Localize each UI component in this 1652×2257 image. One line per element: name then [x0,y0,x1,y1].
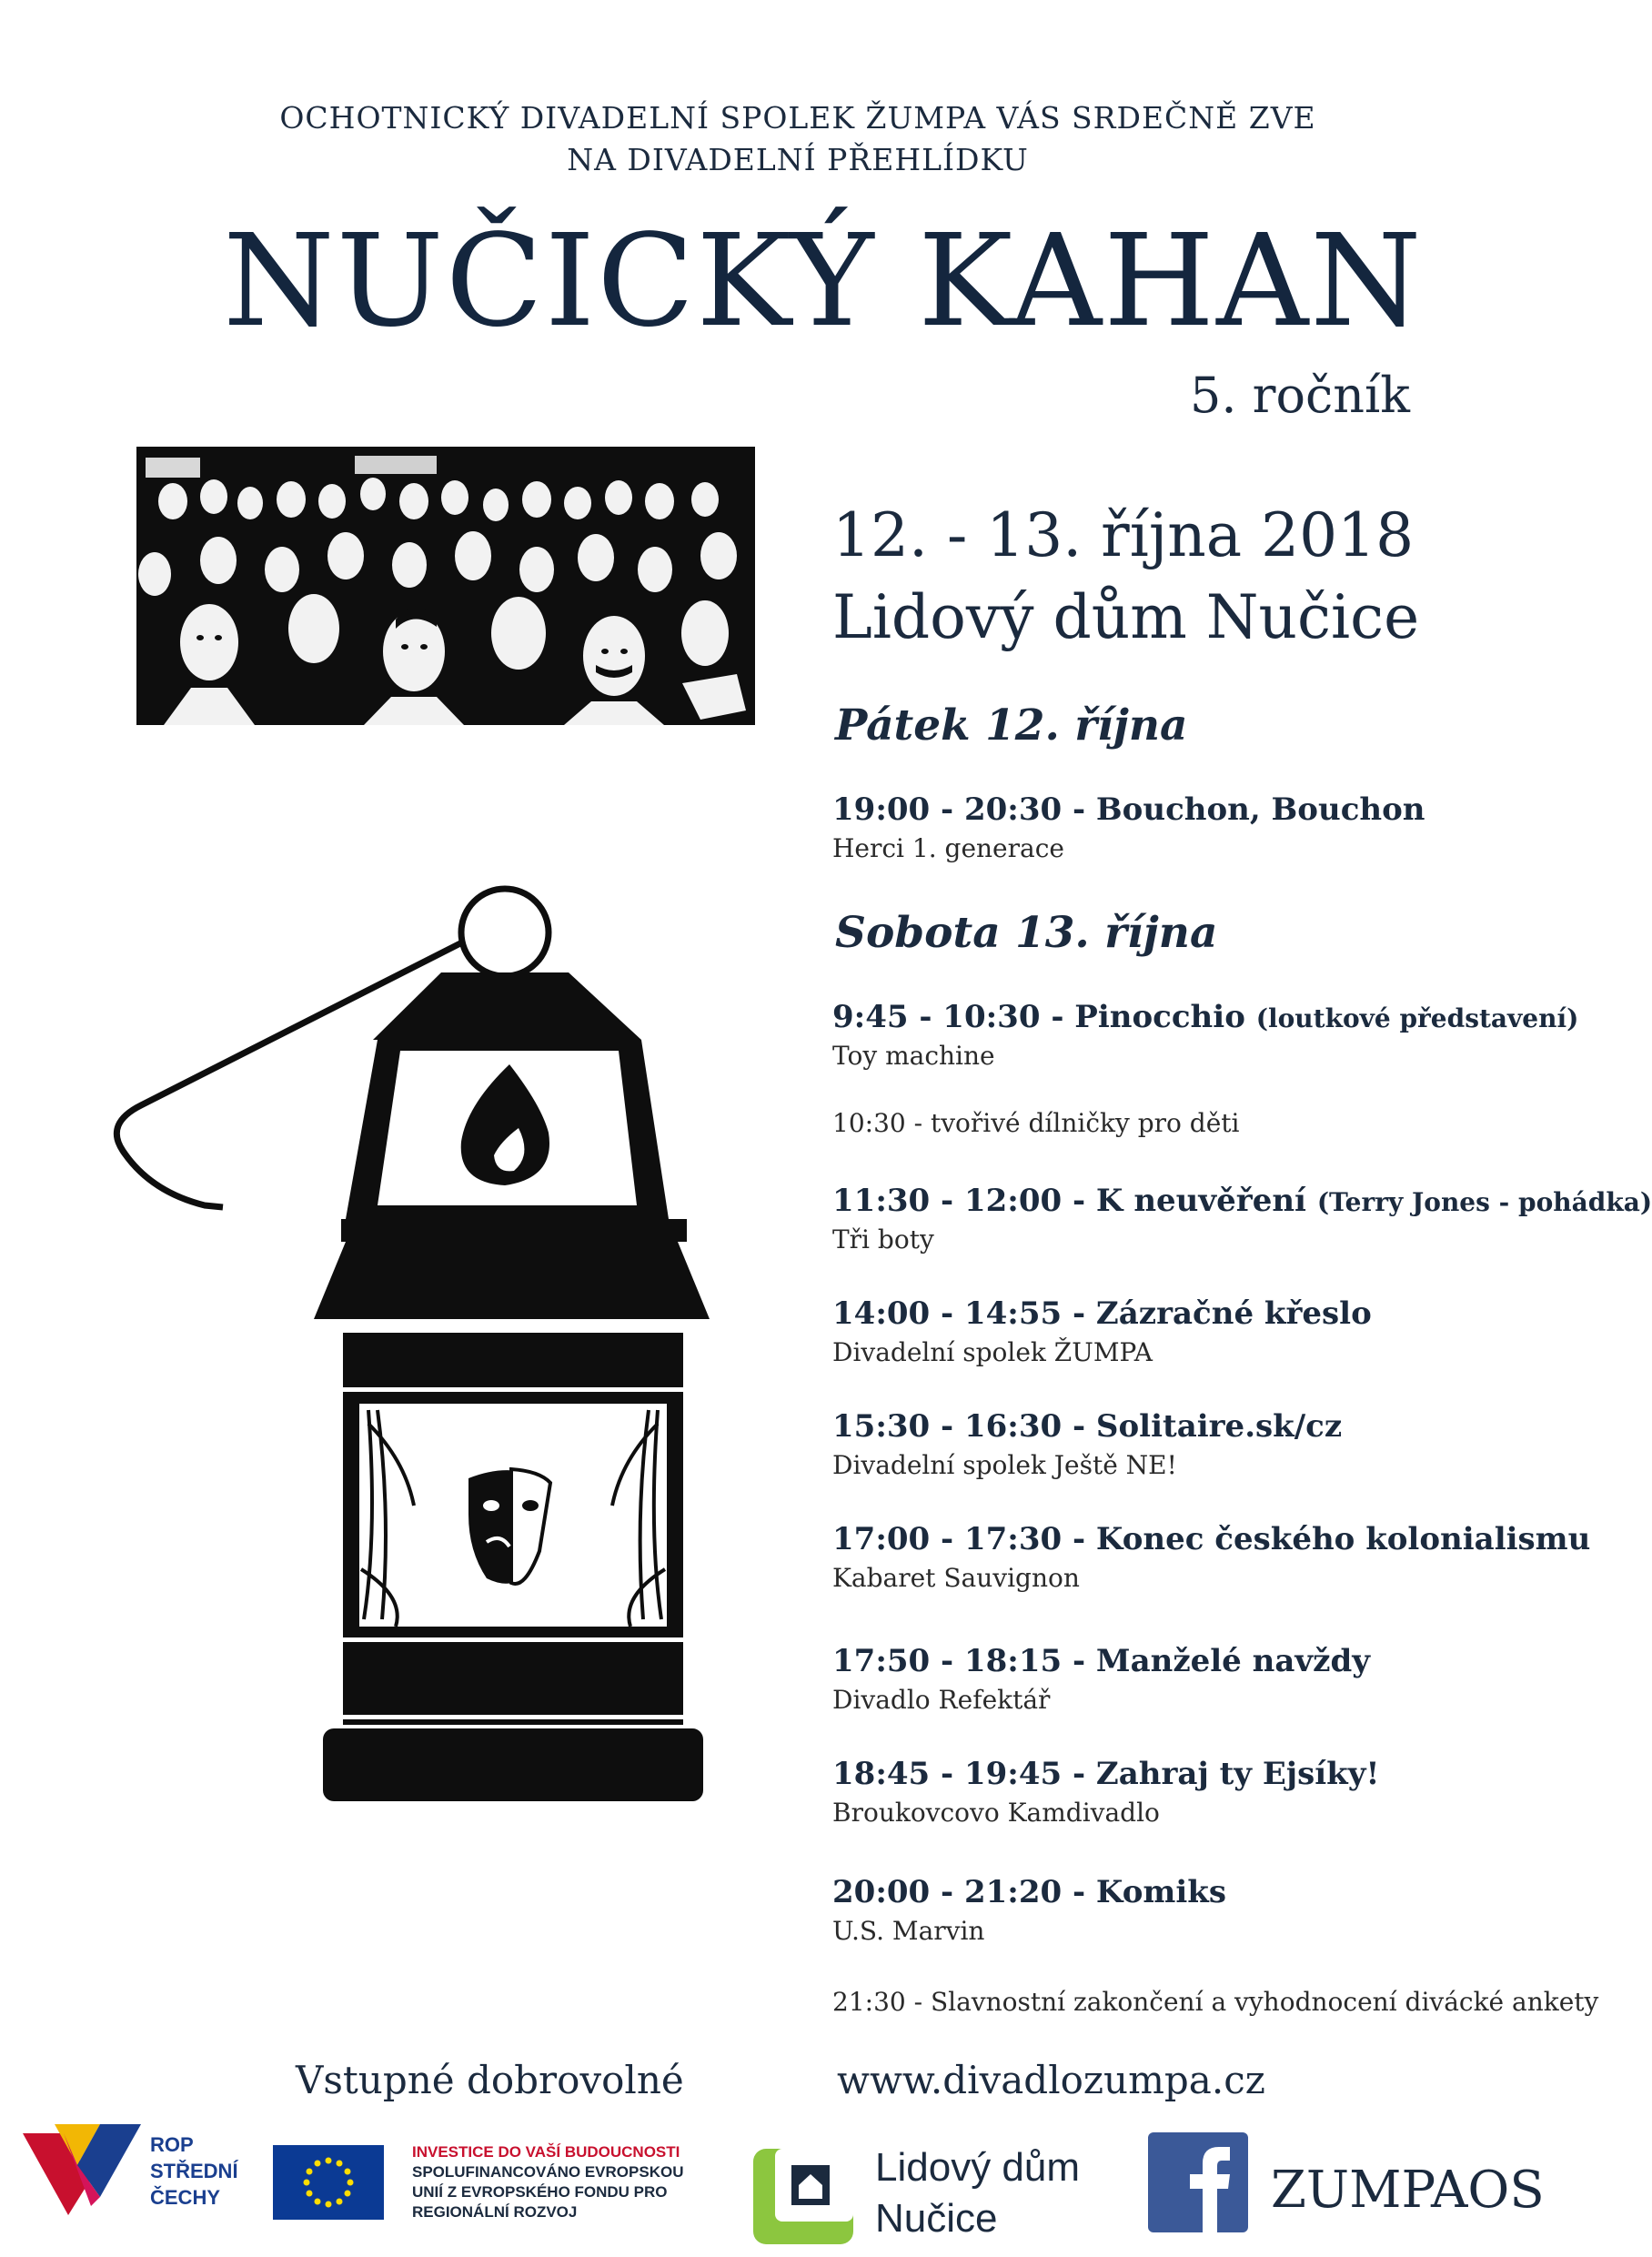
eu-flag [273,2145,384,2220]
event-group: U.S. Marvin [832,1916,985,1946]
event-title: 9:45 - 10:30 - Pinocchio [832,999,1245,1035]
event-group: Herci 1. generace [832,833,1064,863]
rop-text-2: STŘEDNÍ [150,2160,238,2182]
event-title: 20:00 - 21:20 - Komiks [832,1874,1227,1910]
edition-label: 5. ročník [1189,367,1410,424]
schedule-item [832,1183,1652,1254]
schedule-item [832,999,1578,1071]
event-title: 19:00 - 20:30 - Bouchon, Bouchon [832,791,1425,828]
saturday-heading: Sobota 13. října [835,908,1218,958]
closing-item: 21:30 - Slavnostní zakončení a vyhodnocení divácké ankety [832,1987,1599,2017]
eu-text [412,2142,683,2222]
lidovy-dum-text [875,2142,1080,2244]
event-group: Tři boty [832,1224,934,1254]
event-group: Kabaret Sauvignon [832,1563,1080,1593]
event-title: 15:30 - 16:30 - Solitaire.sk/cz [832,1408,1343,1445]
entry-note: Vstupné dobrovolné [296,2058,684,2102]
lidovy-dum-logo [753,2149,853,2244]
event-title: 17:50 - 18:15 - Manželé navždy [832,1643,1370,1679]
schedule-item [832,1521,1591,1593]
schedule-item [832,1643,1578,1715]
eu-text-1: INVESTICE DO VAŠÍ BUDOUCNOSTI [412,2143,680,2161]
schedule-item [832,1756,1578,1828]
event-group: Divadelní spolek ŽUMPA [832,1337,1153,1367]
event-note: (Terry Jones - pohádka) [1316,1187,1652,1217]
event-title: 18:45 - 19:45 - Zahraj ty Ejsíky! [832,1756,1380,1792]
schedule-item [832,1408,1578,1480]
friday-heading: Pátek 12. října [835,700,1188,751]
facebook-name[interactable]: ZUMPAOS [1271,2161,1545,2220]
event-title: 11:30 - 12:00 - K neuvěření [832,1183,1306,1219]
event-venue: Lidový dům Nučice [832,582,1420,652]
page-title: NUČICKÝ KAHAN [223,207,1424,356]
lidovy-dum-line-2: Nučice [875,2196,998,2241]
schedule-item [832,1295,1578,1367]
event-group: Divadlo Refektář [832,1685,1051,1715]
eu-text-4: REGIONÁLNÍ ROZVOJ [412,2203,578,2221]
eu-text-3: UNIÍ Z EVROPSKÉHO FONDU PRO [412,2183,668,2201]
eu-text-2: SPOLUFINANCOVÁNO EVROPSKOU [412,2163,684,2181]
rop-text-1: ROP [150,2133,194,2156]
invitation-line-1: OCHOTNICKÝ DIVADELNÍ SPOLEK ŽUMPA VÁS SRDEČNĚ ZVE [279,100,1316,136]
rop-text-3: ČECHY [150,2186,221,2209]
event-note: (loutkové představení) [1255,1003,1579,1033]
event-date: 12. - 13. října 2018 [832,500,1415,570]
event-title: 17:00 - 17:30 - Konec českého kolonialismu [832,1521,1591,1557]
invitation-line-2: NA DIVADELNÍ PŘEHLÍDKU [567,142,1029,177]
rop-logo [23,2115,259,2224]
workshop-item: 10:30 - tvořivé dílničky pro děti [832,1108,1240,1138]
lantern-illustration [105,878,696,1801]
event-group: Divadelní spolek Ještě NE! [832,1450,1177,1480]
website-link[interactable]: www.divadlozumpa.cz [837,2058,1265,2102]
event-group: Broukovcovo Kamdivadlo [832,1798,1160,1828]
audience-illustration [136,447,755,725]
schedule-item [832,791,1578,863]
facebook-icon[interactable] [1148,2132,1248,2232]
schedule-item [832,1874,1578,1946]
event-title: 14:00 - 14:55 - Zázračné křeslo [832,1295,1372,1332]
event-group: Toy machine [832,1041,995,1071]
lidovy-dum-line-1: Lidový dům [875,2145,1081,2190]
